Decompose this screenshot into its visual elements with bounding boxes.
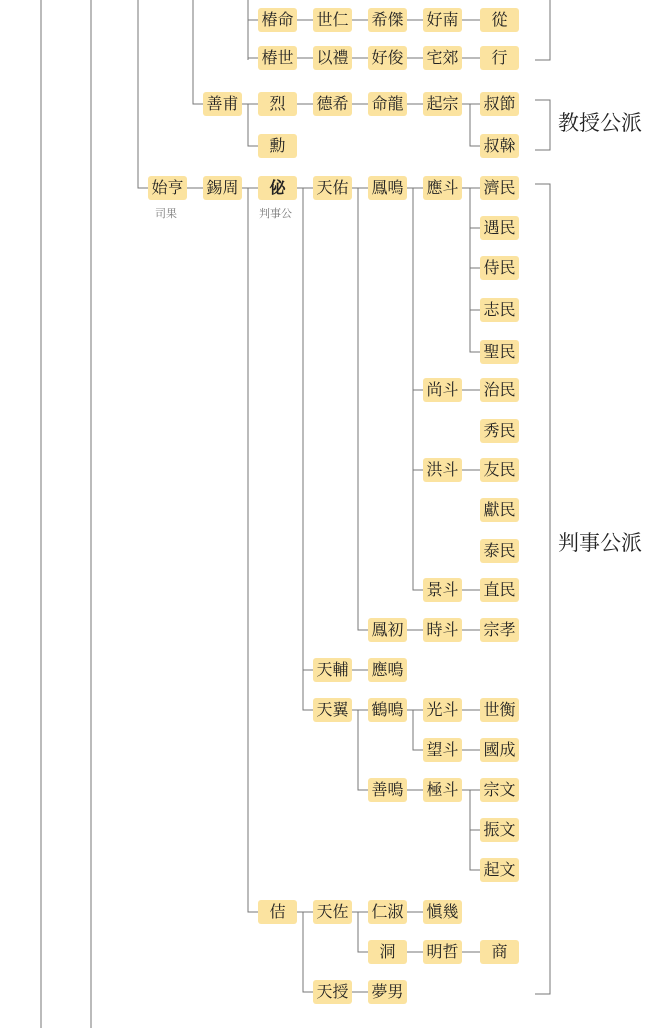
- bracket-gyosu: [535, 100, 550, 150]
- person-jong[interactable]: 從: [480, 8, 519, 32]
- person-mangdu[interactable]: 望斗: [423, 738, 462, 762]
- person-gwangdu[interactable]: 光斗: [423, 698, 462, 722]
- person-jonghyo[interactable]: 宗孝: [480, 618, 519, 642]
- branch-line-seonbo: [193, 0, 203, 104]
- branch-label-gyosu: 教授公派: [558, 111, 642, 135]
- person-jinmun[interactable]: 振文: [480, 818, 519, 842]
- person-hu[interactable]: 佶: [258, 900, 297, 924]
- bracket-top: [535, 0, 550, 60]
- person-yeol[interactable]: 烈: [258, 92, 297, 116]
- person-seonmyeong[interactable]: 善鳴: [368, 778, 407, 802]
- person-seonbo[interactable]: 善甫: [203, 92, 242, 116]
- sihyeong-title-note: 司果: [155, 207, 177, 220]
- person-insuk[interactable]: 仁淑: [368, 900, 407, 924]
- person-jemin[interactable]: 濟民: [480, 176, 519, 200]
- person-gimun[interactable]: 起文: [480, 858, 519, 882]
- person-chunse[interactable]: 椿世: [258, 46, 297, 70]
- person-eungmyeong[interactable]: 應鳴: [368, 658, 407, 682]
- person-cheonu[interactable]: 天佑: [313, 176, 352, 200]
- person-hojun[interactable]: 好俊: [368, 46, 407, 70]
- person-umin[interactable]: 遇民: [480, 216, 519, 240]
- person-cheonsu[interactable]: 天授: [313, 980, 352, 1004]
- person-honam[interactable]: 好南: [423, 8, 462, 32]
- person-hun[interactable]: 勳: [258, 134, 297, 158]
- person-heonmin[interactable]: 獻民: [480, 498, 519, 522]
- person-jongmun[interactable]: 宗文: [480, 778, 519, 802]
- person-iryel[interactable]: 以禮: [313, 46, 352, 70]
- person-chimin[interactable]: 治民: [480, 378, 519, 402]
- person-monnam[interactable]: 夢男: [368, 980, 407, 1004]
- bracket-pansa: [535, 184, 550, 994]
- person-deokhui[interactable]: 德希: [313, 92, 352, 116]
- person-gukseong[interactable]: 國成: [480, 738, 519, 762]
- person-sukhan[interactable]: 叔榦: [480, 134, 519, 158]
- person-sidu[interactable]: 時斗: [423, 618, 462, 642]
- person-taekyeok[interactable]: 宅郊: [423, 46, 462, 70]
- person-geukdu[interactable]: 極斗: [423, 778, 462, 802]
- person-simin[interactable]: 侍民: [480, 256, 519, 280]
- person-bongcho[interactable]: 鳳初: [368, 618, 407, 642]
- person-bongmyeong[interactable]: 鳳鳴: [368, 176, 407, 200]
- person-jikmin[interactable]: 直民: [480, 578, 519, 602]
- person-myeongnyong[interactable]: 命龍: [368, 92, 407, 116]
- person-umin2[interactable]: 友民: [480, 458, 519, 482]
- person-gijong[interactable]: 起宗: [423, 92, 462, 116]
- person-chunmyeong[interactable]: 椿命: [258, 8, 297, 32]
- trunk-line-3: [138, 0, 148, 188]
- person-jimin[interactable]: 志民: [480, 298, 519, 322]
- branch-label-pansa: 判事公派: [558, 531, 642, 555]
- person-cheonik[interactable]: 天翼: [313, 698, 352, 722]
- pil-title-note: 判事公: [259, 207, 292, 220]
- person-sehyeong[interactable]: 世衡: [480, 698, 519, 722]
- person-sinji[interactable]: 愼幾: [423, 900, 462, 924]
- person-pil[interactable]: 佖: [258, 176, 297, 200]
- person-seongmin[interactable]: 聖民: [480, 340, 519, 364]
- person-sangdu[interactable]: 尚斗: [423, 378, 462, 402]
- person-haeng[interactable]: 行: [480, 46, 519, 70]
- person-sang[interactable]: 商: [480, 940, 519, 964]
- person-sihyeong[interactable]: 始亨: [148, 176, 187, 200]
- person-cheonbo[interactable]: 天輔: [313, 658, 352, 682]
- person-myeongcheol[interactable]: 明哲: [423, 940, 462, 964]
- person-seokju[interactable]: 錫周: [203, 176, 242, 200]
- person-cheonjwa[interactable]: 天佐: [313, 900, 352, 924]
- person-dong[interactable]: 洞: [368, 940, 407, 964]
- person-eungdu[interactable]: 應斗: [423, 176, 462, 200]
- person-sumin[interactable]: 秀民: [480, 419, 519, 443]
- person-hongdu[interactable]: 洪斗: [423, 458, 462, 482]
- person-gyeongdu[interactable]: 景斗: [423, 578, 462, 602]
- person-taemin[interactable]: 泰民: [480, 539, 519, 563]
- person-seongin[interactable]: 世仁: [313, 8, 352, 32]
- person-hakmyeong[interactable]: 鶴鳴: [368, 698, 407, 722]
- person-sukjeol[interactable]: 叔節: [480, 92, 519, 116]
- person-huigeol[interactable]: 希傑: [368, 8, 407, 32]
